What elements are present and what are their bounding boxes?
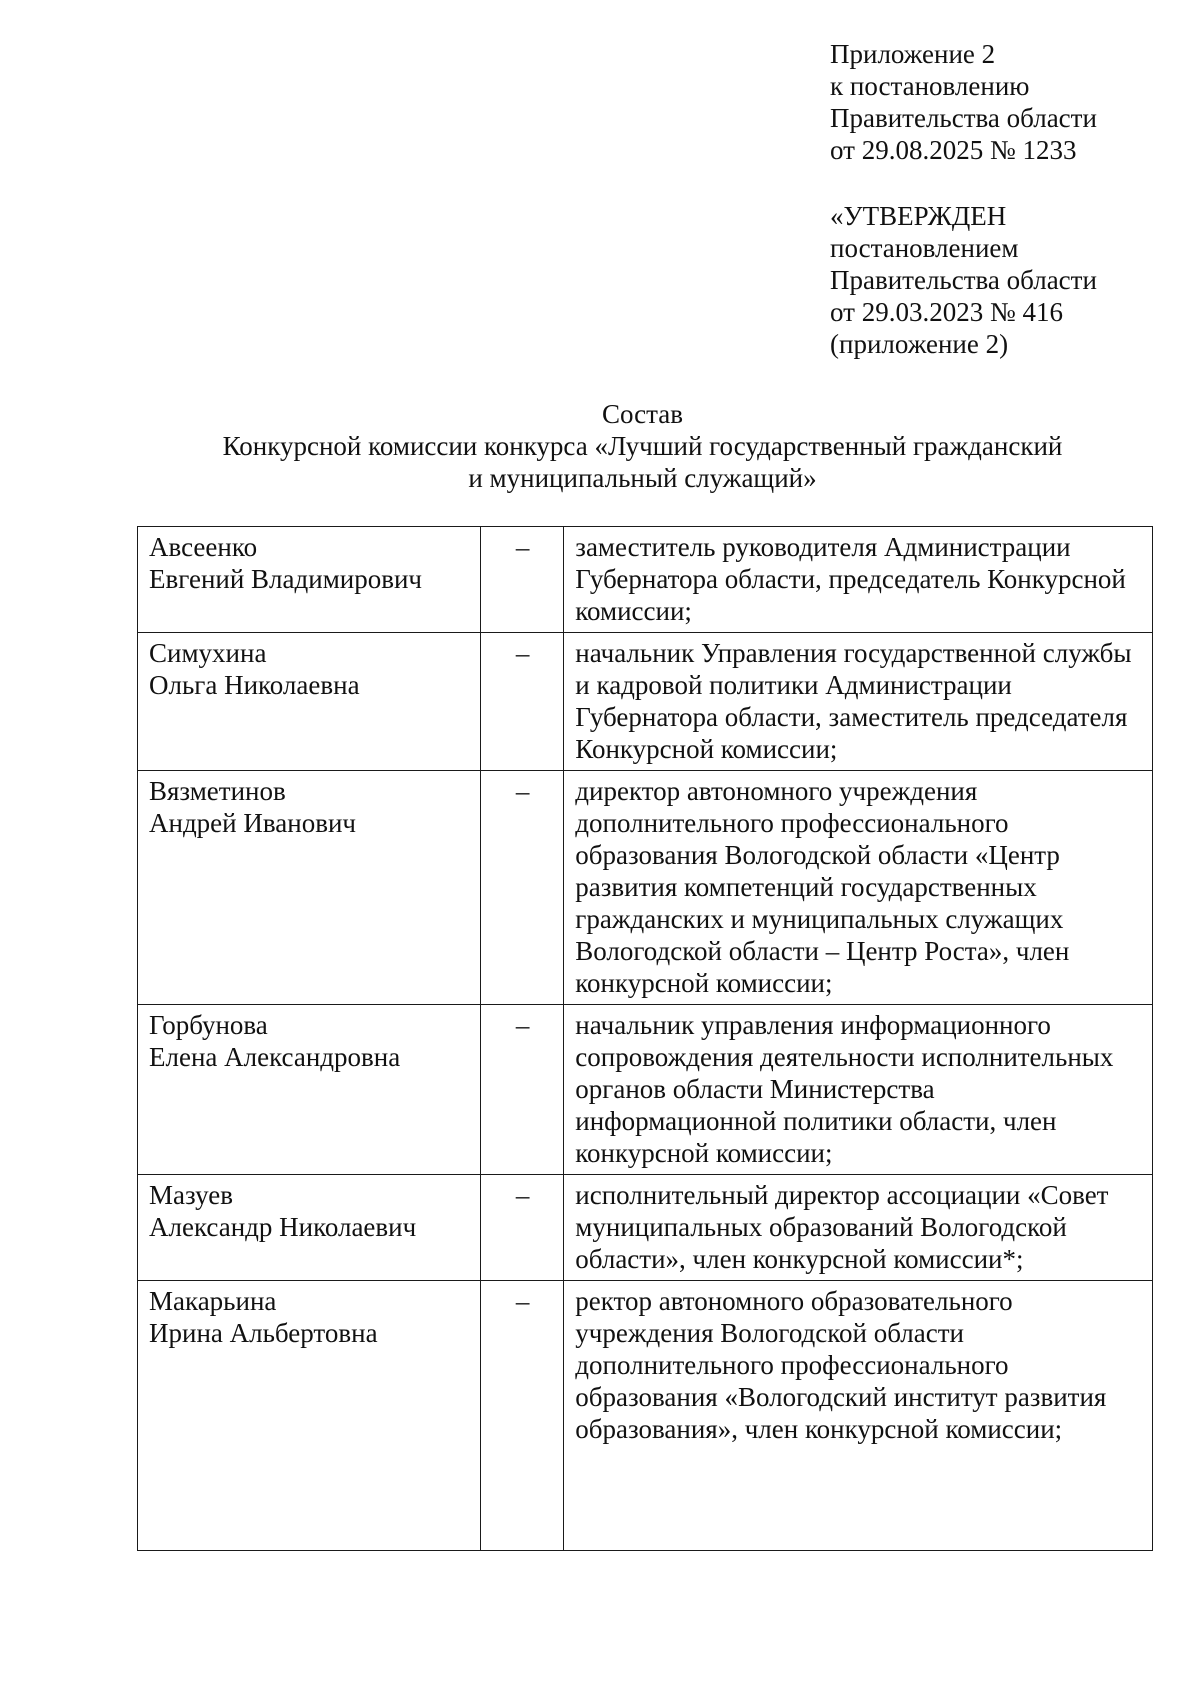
document-title	[130, 398, 1155, 494]
approval-line: Правительства области	[830, 265, 1097, 295]
dash-separator: –	[481, 1005, 564, 1175]
member-name-cell	[138, 771, 481, 1005]
member-name-cell	[138, 1005, 481, 1175]
member-given-names: Евгений Владимирович	[149, 564, 423, 594]
dash-separator: –	[481, 1281, 564, 1551]
table-row	[138, 1005, 1153, 1175]
member-role: заместитель руководителя Администрации Губернатора области, председатель Конкурсной комиссии;	[564, 527, 1153, 633]
appendix-line: от 29.08.2025 № 1233	[830, 135, 1077, 165]
member-name-cell	[138, 1281, 481, 1551]
member-given-names: Елена Александровна	[149, 1042, 401, 1072]
member-given-names: Андрей Иванович	[149, 808, 356, 838]
table-row	[138, 1175, 1153, 1281]
dash-separator: –	[481, 1175, 564, 1281]
member-surname: Горбунова	[149, 1010, 268, 1040]
table-row	[138, 527, 1153, 633]
appendix-line: к постановлению	[830, 71, 1030, 101]
dash-separator: –	[481, 527, 564, 633]
member-role: исполнительный директор ассоциации «Совет муниципальных образований Вологодской области», член конкурсной комиссии*;	[564, 1175, 1153, 1281]
dash-separator: –	[481, 771, 564, 1005]
member-name-cell	[138, 527, 481, 633]
member-name-cell	[138, 633, 481, 771]
approval-line: «УТВЕРЖДЕН	[830, 201, 1007, 231]
commission-members-table	[137, 526, 1153, 1551]
approval-line: постановлением	[830, 233, 1019, 263]
member-surname: Мазуев	[149, 1180, 233, 1210]
member-surname: Симухина	[149, 638, 267, 668]
approval-stamp	[830, 200, 1097, 360]
member-role: директор автономного учреждения дополнительного профессионального образования Вологодской области «Центр развития компетенций государственных гражданских и муниципальных служащих Вологодской области – Центр Роста», член конкурсной комиссии;	[564, 771, 1153, 1005]
appendix-line: Правительства области	[830, 103, 1097, 133]
approval-line: (приложение 2)	[830, 329, 1009, 359]
title-line: Состав	[601, 399, 684, 429]
approval-line: от 29.03.2023 № 416	[830, 297, 1063, 327]
member-given-names: Александр Николаевич	[149, 1212, 417, 1242]
table-row	[138, 633, 1153, 771]
dash-separator: –	[481, 633, 564, 771]
title-line: и муниципальный служащий»	[468, 463, 817, 493]
table-row	[138, 1281, 1153, 1551]
table-row	[138, 771, 1153, 1005]
member-surname: Вязметинов	[149, 776, 286, 806]
member-given-names: Ольга Николаевна	[149, 670, 360, 700]
title-line: Конкурсной комиссии конкурса «Лучший государственный гражданский	[222, 431, 1063, 461]
member-given-names: Ирина Альбертовна	[149, 1318, 378, 1348]
member-surname: Макарьина	[149, 1286, 277, 1316]
member-surname: Авсеенко	[149, 532, 258, 562]
appendix-reference	[830, 38, 1097, 166]
member-name-cell	[138, 1175, 481, 1281]
appendix-line: Приложение 2	[830, 39, 996, 69]
member-role: начальник управления информационного сопровождения деятельности исполнительных органов области Министерства информационной политики области, член конкурсной комиссии;	[564, 1005, 1153, 1175]
member-role: начальник Управления государственной службы и кадровой политики Администрации Губернатора области, заместитель председателя Конкурсной комиссии;	[564, 633, 1153, 771]
member-role: ректор автономного образовательного учреждения Вологодской области дополнительного профессионального образования «Вологодский институт развития образования», член конкурсной комиссии;	[564, 1281, 1153, 1551]
